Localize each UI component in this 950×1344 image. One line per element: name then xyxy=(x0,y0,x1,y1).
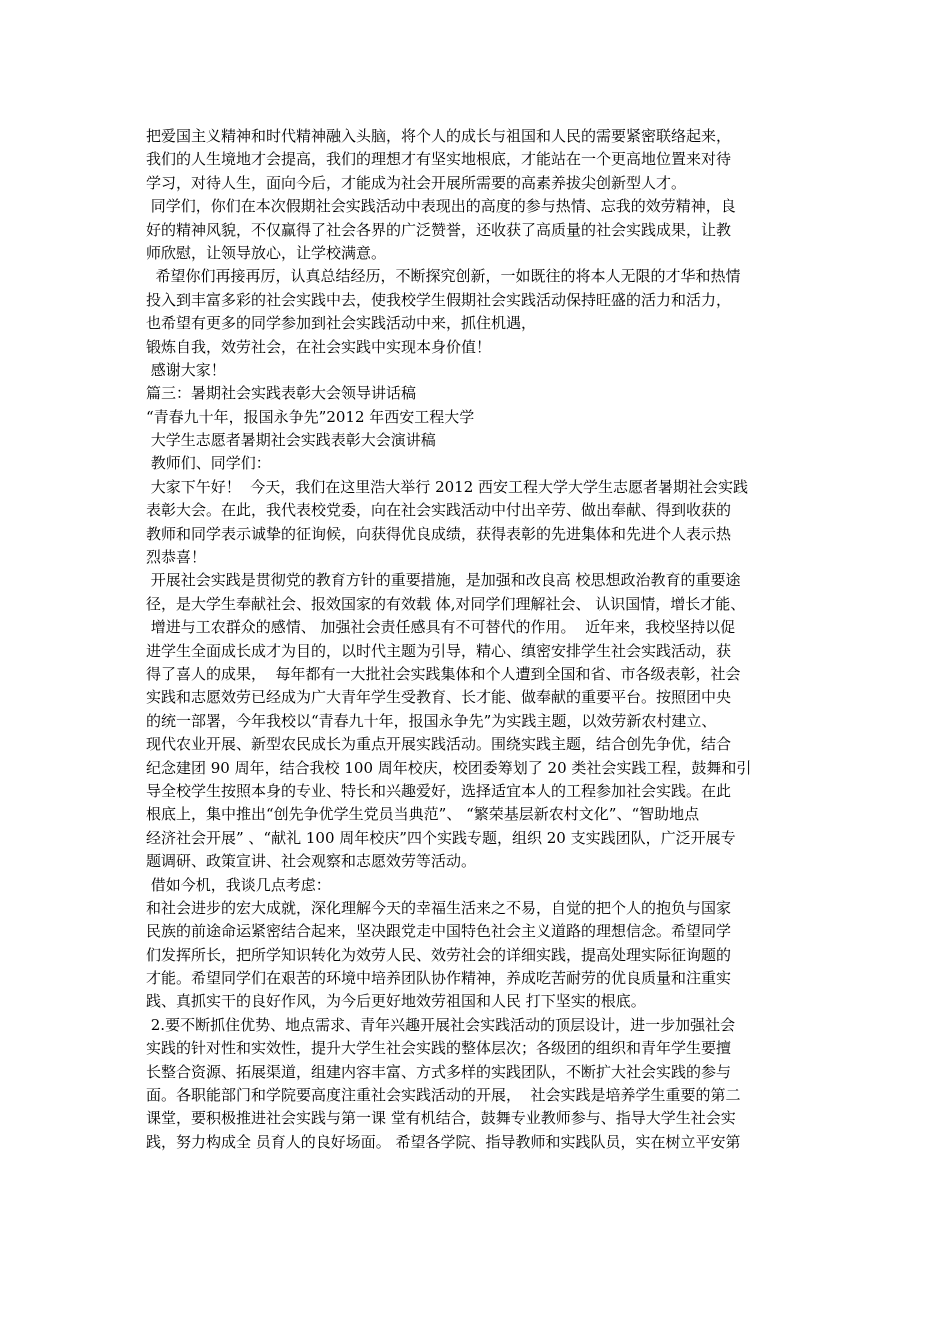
text-line: 的统一部署，今年我校以“青春九十年，报国永争先”为实践主题，以效劳新农村建立、 xyxy=(146,711,717,730)
section-heading: 篇三：暑期社会实践表彰大会领导讲话稿 xyxy=(146,384,417,403)
text-line: 民族的前途命运紧密结合起来，坚决跟党走中国特色社会主义道路的理想信念。希望同学 xyxy=(146,922,732,941)
text-line: 径，是大学生奉献社会、报效国家的有效载 体,对同学们理解社会、 认识国情，增长才能、 xyxy=(146,594,746,613)
text-line: 同学们，你们在本次假期社会实践活动中表现出的高度的参与热情、忘我的效劳精神，良 xyxy=(146,197,736,216)
text-line: 们发挥所长，把所学知识转化为效劳人民、效劳社会的详细实践，提高处理实际征询题的 xyxy=(146,945,732,964)
text-line: 践，努力构成全 员育人的良好场面。 希望各学院、指导教师和实践队员，实在树立平安第 xyxy=(146,1132,741,1151)
text-line: 现代农业开展、新型农民成长为重点开展实践活动。围绕实践主题，结合创先争优，结合 xyxy=(146,735,732,754)
speech-title: “青春九十年，报国永争先”2012 年西安工程大学 xyxy=(146,407,475,426)
text-line: 投入到丰富多彩的社会实践中去，使我校学生假期社会实践活动保持旺盛的活力和活力， xyxy=(146,290,732,309)
text-line: 经济社会开展” 、“献礼 100 周年校庆”四个实践专题，组织 20 支实践团队，广泛开展专 xyxy=(146,828,736,847)
document-body xyxy=(146,125,826,1154)
text-line: 得了喜人的成果， 每年都有一大批社会实践集体和个人遭到全国和省、市各级表彰，社会 xyxy=(146,664,741,683)
text-line: 践、真抓实干的良好作风，为今后更好地效劳祖国和人民 打下坚实的根底。 xyxy=(146,992,646,1011)
text-line: 进学生全面成长成才为目的，以时代主题为引导，精心、缜密安排学生社会实践活动，获 xyxy=(146,641,732,660)
text-line: 增进与工农群众的感情、 加强社会责任感具有不可替代的作用。 近年来，我校坚持以促 xyxy=(146,618,736,637)
text-line: 实践的针对性和实效性，提升大学生社会实践的整体层次；各级团的组织和青年学生要擅 xyxy=(146,1039,732,1058)
text-line: 好的精神风貌，不仅赢得了社会各界的广泛赞誉，还收获了高质量的社会实践成果，让教 xyxy=(146,220,732,239)
text-line: 开展社会实践是贯彻党的教育方针的重要措施，是加强和改良高 校思想政治教育的重要途 xyxy=(146,571,741,590)
text-line: 希望你们再接再厉，认真总结经历，不断探究创新，一如既往的将本人无限的才华和热情 xyxy=(146,267,741,286)
text-line: 也希望有更多的同学参加到社会实践活动中来，抓住机遇， xyxy=(146,314,537,333)
text-line: 学习，对待人生，面向今后，才能成为社会开展所需要的高素养拔尖创新型人才。 xyxy=(146,173,687,192)
text-line: 面。各职能部门和学院要高度注重社会实践活动的开展， 社会实践是培养学生重要的第二 xyxy=(146,1086,741,1105)
text-line: 借如今机，我谈几点考虑： xyxy=(146,875,331,894)
speech-subtitle: 大学生志愿者暑期社会实践表彰大会演讲稿 xyxy=(146,431,436,450)
text-line: 实践和志愿效劳已经成为广大青年学生受教育、长才能、做奉献的重要平台。按照团中央 xyxy=(146,688,732,707)
text-line: 课堂，要积极推进社会实践与第一课 堂有机结合，鼓舞专业教师参与、指导大学生社会实 xyxy=(146,1109,736,1128)
text-line: 教师和同学表示诚挚的征询候，向获得优良成绩，获得表彰的先进集体和先进个人表示热 xyxy=(146,524,732,543)
text-line: 我们的人生境地才会提高，我们的理想才有坚实地根底，才能站在一个更高地位置来对待 xyxy=(146,150,732,169)
text-line: 纪念建团 90 周年，结合我校 100 周年校庆，校团委筹划了 20 类社会实践工程，鼓舞和引 xyxy=(146,758,752,777)
text-line: 2.要不断抓住优势、地点需求、青年兴趣开展社会实践活动的顶层设计，进一步加强社会 xyxy=(146,1015,736,1034)
text-line: 导全校学生按照本身的专业、特长和兴趣爱好，选择适宜本人的工程参加社会实践。在此 xyxy=(146,781,732,800)
text-line: 师欣慰，让领导放心，让学校满意。 xyxy=(146,243,387,262)
text-line: 感谢大家！ xyxy=(146,360,226,379)
text-line: 根底上，集中推出“创先争优学生党员当典范”、 “繁荣基层新农村文化”、“智助地点 xyxy=(146,805,700,824)
text-line: 才能。希望同学们在艰苦的环境中培养团队协作精神，养成吃苦耐劳的优良质量和注重实 xyxy=(146,969,732,988)
text-line: 大家下午好！ 今天，我们在这里浩大举行 2012 西安工程大学大学生志愿者暑期社会实践 xyxy=(146,477,749,496)
text-line: 烈恭喜！ xyxy=(146,548,207,567)
salutation: 教师们、同学们： xyxy=(146,454,271,473)
text-line: 表彰大会。在此，我代表校党委，向在社会实践活动中付出辛劳、做出奉献、得到收获的 xyxy=(146,501,732,520)
text-line: 和社会进步的宏大成就，深化理解今天的幸福生活来之不易，自觉的把个人的抱负与国家 xyxy=(146,898,732,917)
text-line: 长整合资源、拓展渠道，组建内容丰富、方式多样的实践团队，不断扩大社会实践的参与 xyxy=(146,1062,732,1081)
text-line: 把爱国主义精神和时代精神融入头脑，将个人的成长与祖国和人民的需要紧密联络起来， xyxy=(146,127,732,145)
text-line: 题调研、政策宣讲、社会观察和志愿效劳等活动。 xyxy=(146,852,477,871)
text-line: 锻炼自我，效劳社会，在社会实践中实现本身价值！ xyxy=(146,337,492,356)
